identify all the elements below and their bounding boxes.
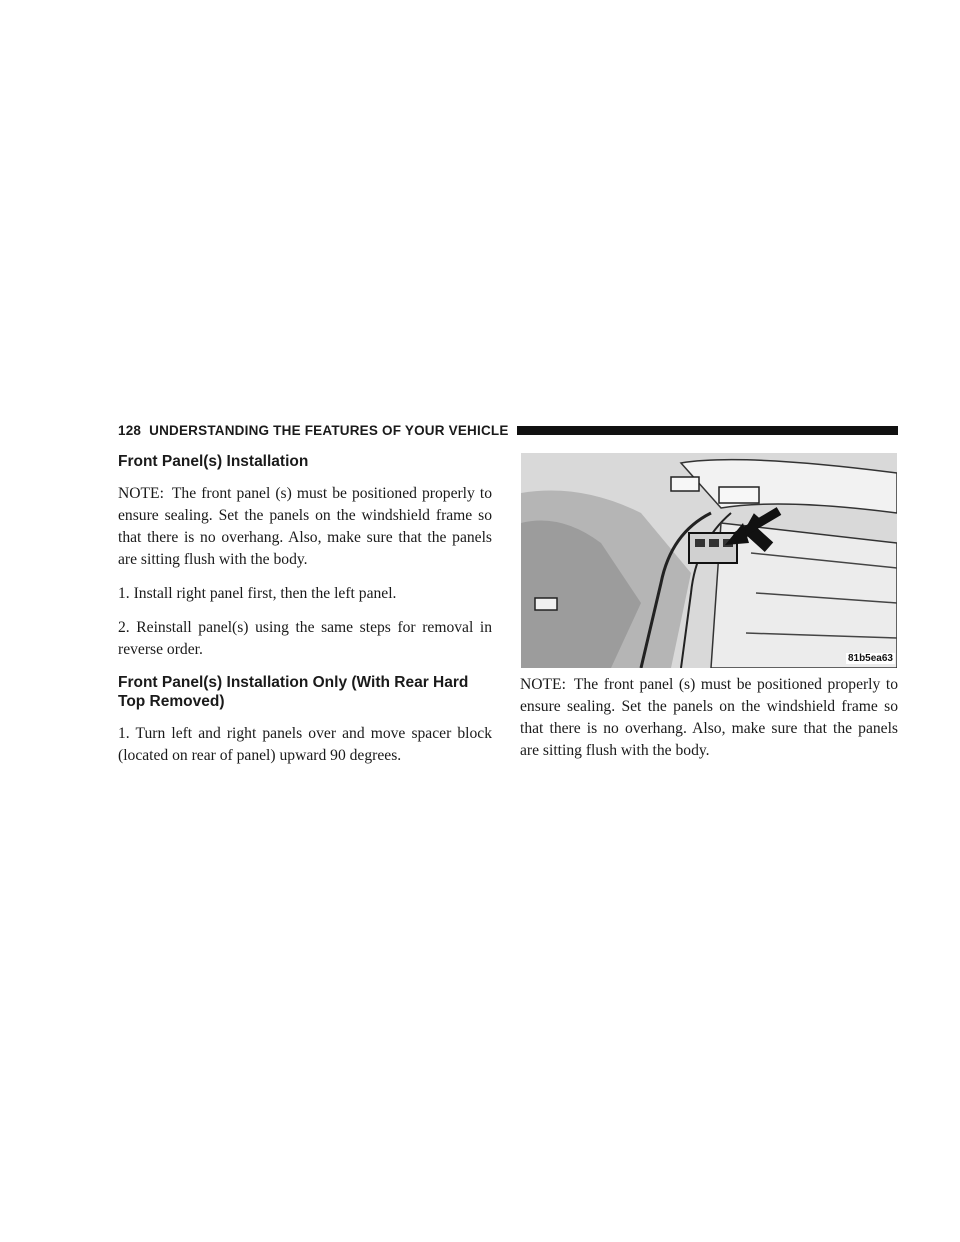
note-label: NOTE: <box>118 485 164 502</box>
step-reinstall-panels: 2. Reinstall panel(s) using the same steps for removal in reverse order. <box>118 619 492 658</box>
note-label: NOTE: <box>520 676 566 693</box>
note-paragraph <box>118 483 492 571</box>
header-rule <box>517 426 898 435</box>
figure-code: 81b5ea63 <box>847 653 893 664</box>
heading-installation-only: Front Panel(s) Installation Only (With Rear Hard Top Removed) <box>118 674 469 710</box>
page-number: 128 <box>118 422 142 438</box>
page-header <box>118 421 898 439</box>
step-turn-panels: 1. Turn left and right panels over and move spacer block (located on rear of panel) upward 90 degrees. <box>118 725 492 764</box>
spacer-block-illustration <box>521 453 897 668</box>
left-column <box>118 452 492 779</box>
vehicle-top-panel-drawing <box>521 453 897 668</box>
note-paragraph-repeat <box>520 674 898 762</box>
note-text: The front panel (s) must be positioned properly to ensure sealing. Set the panels on the windshield frame so that there is no overhang. Also, make sure that the panels are sitting flush with the body. <box>520 676 898 759</box>
section-title: UNDERSTANDING THE FEATURES OF YOUR VEHICLE <box>149 422 509 438</box>
step-install-right-first: 1. Install right panel first, then the left panel. <box>118 585 397 602</box>
heading-front-panel-installation: Front Panel(s) Installation <box>118 453 309 470</box>
note-text: The front panel (s) must be positioned properly to ensure sealing. Set the panels on the windshield frame so that there is no overhang. Also, make sure that the panels are sitting flush with the body. <box>118 485 492 568</box>
right-column <box>520 674 898 774</box>
